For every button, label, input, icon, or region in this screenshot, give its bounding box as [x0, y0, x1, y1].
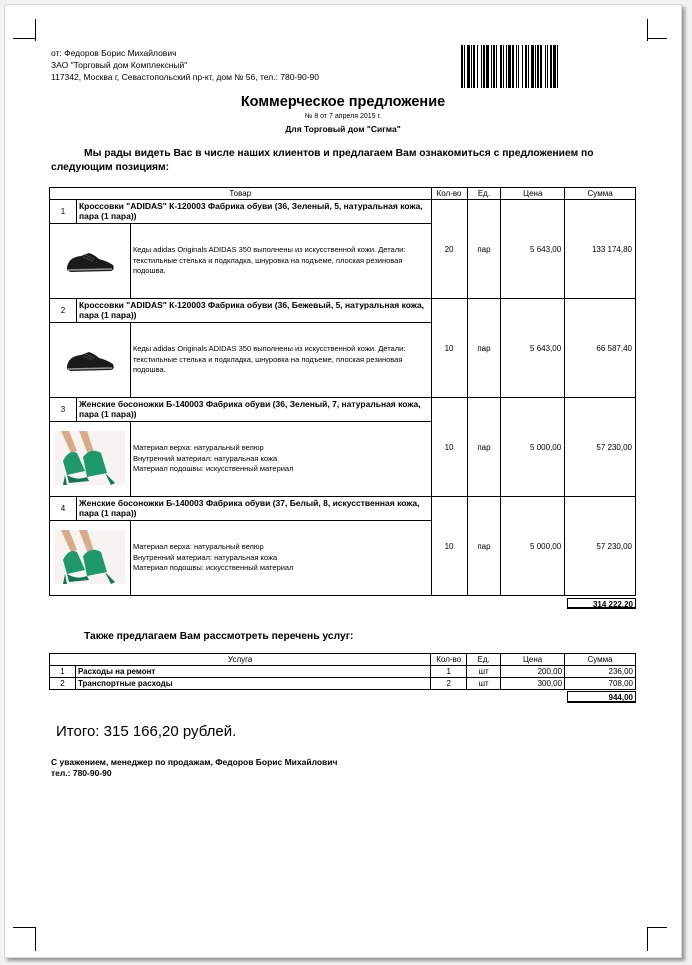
header-price: Цена	[501, 188, 565, 200]
sandal-image	[55, 530, 125, 584]
sneaker-image	[63, 342, 117, 376]
signature-line: С уважением, менеджер по продажам, Федоров Борис Михайлович	[51, 757, 338, 767]
row-qty: 2	[431, 678, 467, 690]
service-name: Транспортные расходы	[75, 678, 430, 690]
row-number: 4	[50, 497, 77, 521]
row-unit: пар	[467, 299, 501, 398]
row-price: 5 643,00	[501, 200, 565, 299]
row-price: 300,00	[501, 678, 565, 690]
crop-mark	[647, 927, 648, 951]
row-price: 200,00	[501, 666, 565, 678]
row-number: 2	[50, 299, 77, 323]
table-row	[50, 200, 636, 224]
row-unit: пар	[467, 497, 501, 596]
row-unit: пар	[467, 200, 501, 299]
row-unit: пар	[467, 398, 501, 497]
row-sum: 57 230,00	[565, 497, 636, 596]
signature-block	[51, 757, 337, 779]
services-table	[49, 653, 636, 690]
product-name: Кроссовки "ADIDAS" К-120003 Фабрика обуви (36, Бежевый, 5, натуральная кожа, пара (1 пара))	[76, 299, 431, 323]
product-image-cell	[50, 422, 131, 497]
row-sum: 708,00	[565, 678, 636, 690]
services-title: Также предлагаем Вам рассмотреть перечень услуг:	[84, 631, 354, 642]
row-qty: 10	[431, 398, 467, 497]
document-number-date: № 8 от 7 апреля 2015 г.	[304, 113, 382, 120]
product-image-cell	[50, 521, 131, 596]
product-description: Материал верха: натуральный велюр Внутренний материал: натуральная кожа Материал подошвы: искусственный материал	[130, 521, 431, 596]
row-sum: 66 587,40	[565, 299, 636, 398]
row-qty: 10	[431, 497, 467, 596]
row-number: 1	[50, 200, 77, 224]
document-title: Коммерческое предложение	[240, 94, 446, 110]
header-qty: Кол-во	[431, 654, 467, 666]
row-sum: 57 230,00	[565, 398, 636, 497]
table-row	[50, 678, 636, 690]
goods-table	[49, 187, 636, 596]
crop-mark	[35, 927, 36, 951]
row-qty: 1	[431, 666, 467, 678]
table-row	[50, 398, 636, 422]
row-unit: шт	[467, 678, 501, 690]
goods-table-header	[50, 188, 636, 200]
product-image-cell	[50, 224, 131, 299]
product-description: Кеды adidas Originals ADIDAS 350 выполнены из искусственной кожи. Детали: текстильные стелька и подкладка, шнуровка на подъеме, плоская резиновая подошва.	[130, 323, 431, 398]
services-total: 944,00	[567, 691, 636, 703]
row-sum: 133 174,80	[565, 200, 636, 299]
row-price: 5 000,00	[501, 497, 565, 596]
table-row	[50, 666, 636, 678]
row-unit: шт	[467, 666, 501, 678]
sender-name: от: Федоров Борис Михайлович	[51, 48, 177, 58]
row-number: 2	[50, 678, 76, 690]
header-unit: Ед.	[467, 654, 501, 666]
goods-total: 314 222,20	[567, 598, 636, 609]
sandal-image	[55, 431, 125, 485]
crop-mark	[13, 927, 35, 928]
row-price: 5 643,00	[501, 299, 565, 398]
row-price: 5 000,00	[501, 398, 565, 497]
product-name: Кроссовки "ADIDAS" К-120003 Фабрика обуви (36, Зеленый, 5, натуральная кожа, пара (1 пара))	[76, 200, 431, 224]
document-recipient: Для Торговый дом "Сигма"	[285, 124, 401, 134]
barcode-image	[461, 45, 642, 88]
crop-mark	[647, 927, 667, 928]
header-service: Услуга	[50, 654, 431, 666]
grand-total: Итого: 315 166,20 рублей.	[56, 723, 237, 740]
header-sum: Сумма	[565, 654, 636, 666]
product-name: Женские босоножки Б-140003 Фабрика обуви (37, Белый, 8, искусственная кожа, пара (1 пара))	[76, 497, 431, 521]
sneaker-image	[63, 243, 117, 277]
service-name: Расходы на ремонт	[75, 666, 430, 678]
sender-address: 117342, Москва г, Севастопольский пр-кт, дом № 56, тел.: 780-90-90	[51, 72, 320, 82]
header-unit: Ед.	[467, 188, 501, 200]
sender-block	[51, 47, 319, 83]
document-page	[4, 4, 682, 958]
table-row	[50, 299, 636, 323]
services-table-header	[50, 654, 636, 666]
header-item: Товар	[50, 188, 432, 200]
table-row	[50, 497, 636, 521]
crop-mark	[35, 19, 36, 41]
crop-mark	[13, 38, 35, 39]
header-price: Цена	[501, 654, 565, 666]
sender-company: ЗАО "Торговый дом Комплексный"	[51, 60, 188, 70]
product-name: Женские босоножки Б-140003 Фабрика обуви (36, Зеленый, 7, натуральная кожа, пара (1 пара))	[76, 398, 431, 422]
product-description: Кеды adidas Originals ADIDAS 350 выполнены из искусственной кожи. Детали: текстильные стелька и подкладка, шнуровка на подъеме, плоская резиновая подошва.	[130, 224, 431, 299]
row-sum: 236,00	[565, 666, 636, 678]
product-image-cell	[50, 323, 131, 398]
header-sum: Сумма	[565, 188, 636, 200]
signature-phone: тел.: 780-90-90	[51, 768, 112, 778]
intro-text: Мы рады видеть Вас в числе наших клиентов и предлагаем Вам ознакомиться с предложением по следующим позициям:	[51, 148, 594, 173]
row-number: 3	[50, 398, 77, 422]
product-description: Материал верха: натуральный велюр Внутренний материал: натуральная кожа Материал подошвы: искусственный материал	[130, 422, 431, 497]
header-qty: Кол-во	[431, 188, 467, 200]
row-qty: 20	[431, 200, 467, 299]
row-qty: 10	[431, 299, 467, 398]
row-number: 1	[50, 666, 76, 678]
crop-mark	[647, 38, 667, 39]
